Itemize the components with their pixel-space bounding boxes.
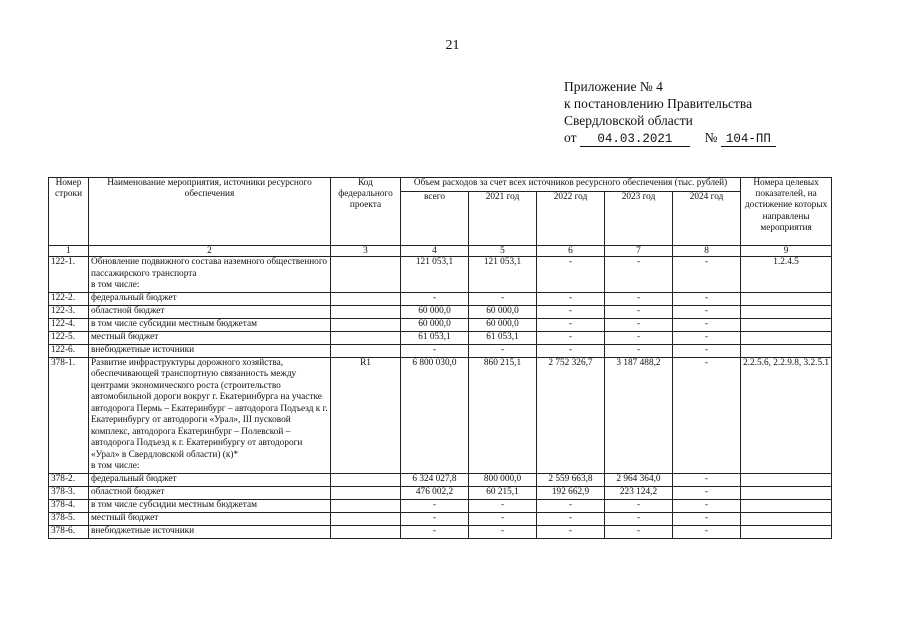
row-total: - bbox=[401, 525, 469, 538]
row-name: местный бюджет bbox=[89, 331, 331, 344]
row-2022: - bbox=[537, 292, 605, 305]
row-targets bbox=[741, 486, 832, 499]
appendix-date-line bbox=[564, 129, 776, 147]
row-total: 60 000,0 bbox=[401, 318, 469, 331]
header-targets: Номера целевых показателей, на достижение которых направлены мероприятия bbox=[741, 178, 832, 246]
from-label: от bbox=[564, 130, 577, 145]
row-name: областной бюджет bbox=[89, 305, 331, 318]
row-number: 122-6. bbox=[49, 344, 89, 357]
row-2024: - bbox=[673, 357, 741, 473]
row-2022: - bbox=[537, 344, 605, 357]
row-targets bbox=[741, 318, 832, 331]
row-2022: 192 662,9 bbox=[537, 486, 605, 499]
table-row bbox=[49, 512, 832, 525]
header-code: Код федерального проекта bbox=[331, 178, 401, 246]
row-number: 122-3. bbox=[49, 305, 89, 318]
row-targets bbox=[741, 525, 832, 538]
header-row-number: Номер строки bbox=[49, 178, 89, 246]
row-2021: 60 215,1 bbox=[469, 486, 537, 499]
table-row bbox=[49, 292, 832, 305]
row-2023: - bbox=[605, 318, 673, 331]
table-row bbox=[49, 473, 832, 486]
row-2021: 61 053,1 bbox=[469, 331, 537, 344]
row-targets: 1.2.4.5 bbox=[741, 257, 832, 293]
row-2024: - bbox=[673, 305, 741, 318]
header-2024: 2024 год bbox=[673, 192, 741, 246]
header-name: Наименование мероприятия, источники ресурсного обеспечения bbox=[89, 178, 331, 246]
number-label: № bbox=[704, 130, 718, 145]
table-row bbox=[49, 344, 832, 357]
row-targets bbox=[741, 305, 832, 318]
row-name: областной бюджет bbox=[89, 486, 331, 499]
row-2021: - bbox=[469, 525, 537, 538]
row-targets bbox=[741, 499, 832, 512]
appendix-resolution: к постановлению Правительства bbox=[564, 96, 753, 111]
row-2021: - bbox=[469, 512, 537, 525]
column-number: 4 bbox=[401, 246, 469, 257]
row-targets bbox=[741, 512, 832, 525]
resolution-date: 04.03.2021 bbox=[580, 132, 690, 147]
row-2023: 223 124,2 bbox=[605, 486, 673, 499]
appendix-block bbox=[564, 78, 776, 147]
table-row bbox=[49, 499, 832, 512]
row-project-code bbox=[331, 257, 401, 293]
table-row bbox=[49, 318, 832, 331]
row-2023: - bbox=[605, 512, 673, 525]
row-number: 122-1. bbox=[49, 257, 89, 293]
row-2024: - bbox=[673, 344, 741, 357]
row-name: внебюджетные источники bbox=[89, 344, 331, 357]
row-project-code bbox=[331, 512, 401, 525]
row-number: 378-2. bbox=[49, 473, 89, 486]
resolution-number: 104-ПП bbox=[721, 132, 776, 147]
row-2022: - bbox=[537, 331, 605, 344]
column-number: 2 bbox=[89, 246, 331, 257]
table-row bbox=[49, 486, 832, 499]
row-project-code bbox=[331, 331, 401, 344]
row-2024: - bbox=[673, 318, 741, 331]
row-name: в том числе субсидии местным бюджетам bbox=[89, 499, 331, 512]
row-project-code bbox=[331, 473, 401, 486]
table-row bbox=[49, 331, 832, 344]
table-row bbox=[49, 257, 832, 293]
row-name: федеральный бюджет bbox=[89, 473, 331, 486]
row-2021: 60 000,0 bbox=[469, 305, 537, 318]
row-2023: - bbox=[605, 292, 673, 305]
row-targets: 2.2.5.6, 2.2.9.8, 3.2.5.1 bbox=[741, 357, 832, 473]
row-name: внебюджетные источники bbox=[89, 525, 331, 538]
header-2023: 2023 год bbox=[605, 192, 673, 246]
row-2022: - bbox=[537, 525, 605, 538]
row-2024: - bbox=[673, 486, 741, 499]
table-body bbox=[49, 257, 832, 539]
row-total: 6 800 030,0 bbox=[401, 357, 469, 473]
row-project-code bbox=[331, 525, 401, 538]
row-name: местный бюджет bbox=[89, 512, 331, 525]
row-2021: - bbox=[469, 292, 537, 305]
row-project-code bbox=[331, 499, 401, 512]
header-volume: Объем расходов за счет всех источников ресурсного обеспечения (тыс. рублей) bbox=[401, 178, 741, 192]
column-number: 8 bbox=[673, 246, 741, 257]
column-number: 9 bbox=[741, 246, 832, 257]
row-2021: 121 053,1 bbox=[469, 257, 537, 293]
row-2023: - bbox=[605, 331, 673, 344]
row-total: - bbox=[401, 512, 469, 525]
row-number: 378-1. bbox=[49, 357, 89, 473]
row-2021: 60 000,0 bbox=[469, 318, 537, 331]
column-number: 6 bbox=[537, 246, 605, 257]
row-2023: - bbox=[605, 499, 673, 512]
row-2023: - bbox=[605, 257, 673, 293]
row-project-code bbox=[331, 292, 401, 305]
row-name: федеральный бюджет bbox=[89, 292, 331, 305]
row-2022: - bbox=[537, 512, 605, 525]
column-numbers-row bbox=[49, 246, 832, 257]
row-2021: - bbox=[469, 344, 537, 357]
header-2021: 2021 год bbox=[469, 192, 537, 246]
page-number: 21 bbox=[445, 38, 460, 53]
row-total: - bbox=[401, 344, 469, 357]
row-targets bbox=[741, 344, 832, 357]
appendix-region: Свердловской области bbox=[564, 113, 693, 128]
row-targets bbox=[741, 473, 832, 486]
row-project-code bbox=[331, 305, 401, 318]
row-targets bbox=[741, 292, 832, 305]
row-2022: - bbox=[537, 318, 605, 331]
row-name: Развитие инфраструктуры дорожного хозяйства, обеспечивающей транспортную связанность между центрами экономического роста (строительство автомобильной дороги вокруг г. Екатеринбурга на участке автодорога Пермь – Екатеринбург – автодорога Подъезд к г. Екатеринбургу от автодороги «Урал», III пусковой комплекс, автодорога Екатеринбург – Полевской – автодорога Подъезд к г. Екатеринбургу от автодороги «Урал» в Свердловской области) (к)* в том числе: bbox=[89, 357, 331, 473]
column-number: 7 bbox=[605, 246, 673, 257]
row-2022: - bbox=[537, 305, 605, 318]
row-total: 61 053,1 bbox=[401, 331, 469, 344]
row-2024: - bbox=[673, 331, 741, 344]
row-total: - bbox=[401, 499, 469, 512]
row-2024: - bbox=[673, 292, 741, 305]
column-number: 1 bbox=[49, 246, 89, 257]
column-number: 3 bbox=[331, 246, 401, 257]
table-row bbox=[49, 305, 832, 318]
row-total: 476 002,2 bbox=[401, 486, 469, 499]
expenditure-table bbox=[48, 177, 832, 539]
row-2023: - bbox=[605, 525, 673, 538]
row-project-code bbox=[331, 486, 401, 499]
row-total: 6 324 027,8 bbox=[401, 473, 469, 486]
row-2023: 2 964 364,0 bbox=[605, 473, 673, 486]
row-2022: 2 559 663,8 bbox=[537, 473, 605, 486]
row-number: 378-3. bbox=[49, 486, 89, 499]
row-total: 121 053,1 bbox=[401, 257, 469, 293]
row-total: - bbox=[401, 292, 469, 305]
row-2024: - bbox=[673, 257, 741, 293]
row-project-code: R1 bbox=[331, 357, 401, 473]
row-project-code bbox=[331, 344, 401, 357]
row-2024: - bbox=[673, 525, 741, 538]
row-name: в том числе субсидии местным бюджетам bbox=[89, 318, 331, 331]
row-number: 122-4. bbox=[49, 318, 89, 331]
row-2022: - bbox=[537, 499, 605, 512]
row-number: 378-5. bbox=[49, 512, 89, 525]
column-number: 5 bbox=[469, 246, 537, 257]
row-2023: 3 187 488,2 bbox=[605, 357, 673, 473]
row-2023: - bbox=[605, 344, 673, 357]
header-total: всего bbox=[401, 192, 469, 246]
row-2023: - bbox=[605, 305, 673, 318]
row-number: 378-6. bbox=[49, 525, 89, 538]
row-2024: - bbox=[673, 499, 741, 512]
row-2024: - bbox=[673, 512, 741, 525]
row-targets bbox=[741, 331, 832, 344]
row-2024: - bbox=[673, 473, 741, 486]
row-2021: 860 215,1 bbox=[469, 357, 537, 473]
row-number: 122-5. bbox=[49, 331, 89, 344]
row-name: Обновление подвижного состава наземного общественного пассажирского транспорта в том числе: bbox=[89, 257, 331, 293]
table-row bbox=[49, 525, 832, 538]
row-total: 60 000,0 bbox=[401, 305, 469, 318]
row-2022: 2 752 326,7 bbox=[537, 357, 605, 473]
row-number: 122-2. bbox=[49, 292, 89, 305]
row-number: 378-4. bbox=[49, 499, 89, 512]
row-2021: - bbox=[469, 499, 537, 512]
appendix-title: Приложение № 4 bbox=[564, 79, 663, 94]
row-2021: 800 000,0 bbox=[469, 473, 537, 486]
header-2022: 2022 год bbox=[537, 192, 605, 246]
table-row bbox=[49, 357, 832, 473]
row-2022: - bbox=[537, 257, 605, 293]
row-project-code bbox=[331, 318, 401, 331]
